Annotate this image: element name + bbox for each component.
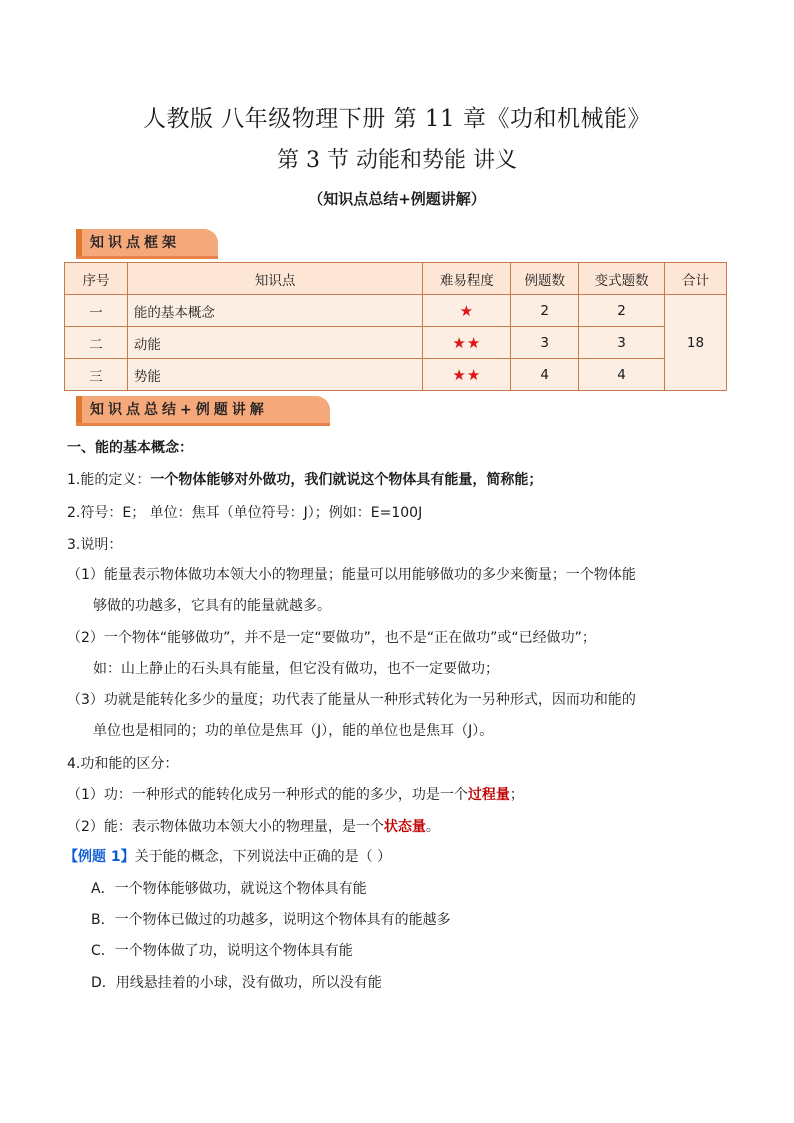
distinction-energy: [67, 816, 440, 836]
definition-prefix: 1.能的定义：: [67, 472, 151, 488]
row-examples: 3: [511, 327, 579, 359]
banner-divider: [76, 423, 330, 426]
summary-banner-label: 知识点总结+例题讲解: [90, 402, 268, 418]
distinction-heading: 4.功和能的区分：: [67, 756, 179, 772]
document-subtitle: （知识点总结+例题讲解）: [308, 190, 486, 208]
table-header-cell: 例题数: [511, 263, 579, 295]
punctuation: ；: [509, 787, 524, 803]
example-question-text: 关于能的概念，下列说法中正确的是（ ）: [134, 849, 392, 865]
row-examples: 4: [511, 359, 579, 391]
explain-item-3-cont: 单位也是相同的；功的单位是焦耳（J），能的单位也是焦耳（J）。: [93, 723, 494, 739]
symbol-line: 2.符号：E； 单位：焦耳（单位符号：J）；例如：E=100J: [67, 505, 423, 521]
explain-item-2-cont: 如：山上静止的石头具有能量，但它没有做功，也不一定要做功；: [93, 661, 499, 677]
row-index: 一: [65, 295, 128, 327]
table-header-cell: 序号: [65, 263, 128, 295]
document-title: 人教版 八年级物理下册 第 11 章《功和机械能》: [142, 106, 651, 132]
knowledge-table: [64, 262, 727, 391]
row-variants: 3: [579, 327, 665, 359]
state-quantity: 状态量: [383, 819, 426, 835]
distinction-work-text: （1）功：一种形式的能转化成另一种形式的能的多少，功是一个: [67, 787, 468, 803]
difficulty-stars: ★★: [423, 359, 511, 391]
row-variants: 2: [579, 295, 665, 327]
explain-item-2: （2）一个物体“能够做功”，并不是一定“要做功”，也不是“正在做功”或“已经做功”；: [67, 630, 596, 646]
distinction-work: [67, 784, 524, 804]
definition-line: [67, 469, 542, 489]
framework-banner-label: 知识点框架: [90, 235, 180, 251]
explain-item-3: （3）功就是能转化多少的量度；功代表了能量从一种形式转化为一另种形式，因而功和能的: [67, 692, 636, 708]
row-examples: 2: [511, 295, 579, 327]
option-a: A．一个物体能够做功，就说这个物体具有能: [91, 881, 367, 897]
option-b: B．一个物体已做过的功越多，说明这个物体具有的能越多: [91, 912, 451, 928]
row-index: 三: [65, 359, 128, 391]
row-topic: 动能: [127, 327, 422, 359]
explain-item-1: （1）能量表示物体做功本领大小的物理量；能量可以用能够做功的多少来衡量；一个物体能: [67, 567, 636, 583]
table-header-cell: 知识点: [127, 263, 422, 295]
table-row: [65, 295, 727, 327]
punctuation: 。: [425, 819, 440, 835]
option-d: D．用线悬挂着的小球，没有做功，所以没有能: [91, 975, 382, 991]
difficulty-stars: ★: [423, 295, 511, 327]
summary-banner: [76, 396, 330, 424]
row-variants: 4: [579, 359, 665, 391]
explain-heading: 3.说明：: [67, 537, 123, 553]
example-label: 【例题 1】: [64, 849, 135, 865]
table-header-cell: 难易程度: [423, 263, 511, 295]
option-c: C．一个物体做了功，说明这个物体具有能: [91, 943, 353, 959]
row-topic: 势能: [127, 359, 422, 391]
row-index: 二: [65, 327, 128, 359]
distinction-energy-text: （2）能：表示物体做功本领大小的物理量，是一个: [67, 819, 384, 835]
table-header-cell: 变式题数: [579, 263, 665, 295]
table-row: [65, 327, 727, 359]
table-header-cell: 合计: [665, 263, 727, 295]
section-heading: 一、能的基本概念：: [67, 440, 193, 456]
table-header-row: [65, 263, 727, 295]
difficulty-stars: ★★: [423, 327, 511, 359]
example-question: [64, 846, 391, 866]
row-topic: 能的基本概念: [127, 295, 422, 327]
definition-text: 一个物体能够对外做功，我们就说这个物体具有能量，简称能；: [150, 472, 543, 488]
process-quantity: 过程量: [467, 787, 510, 803]
framework-banner: [76, 229, 218, 257]
section-title: 第 3 节 动能和势能 讲义: [277, 148, 517, 173]
table-row: [65, 359, 727, 391]
total-count: 18: [665, 295, 727, 391]
explain-item-1-cont: 够做的功越多，它具有的能量就越多。: [93, 598, 331, 614]
banner-divider: [76, 256, 218, 259]
